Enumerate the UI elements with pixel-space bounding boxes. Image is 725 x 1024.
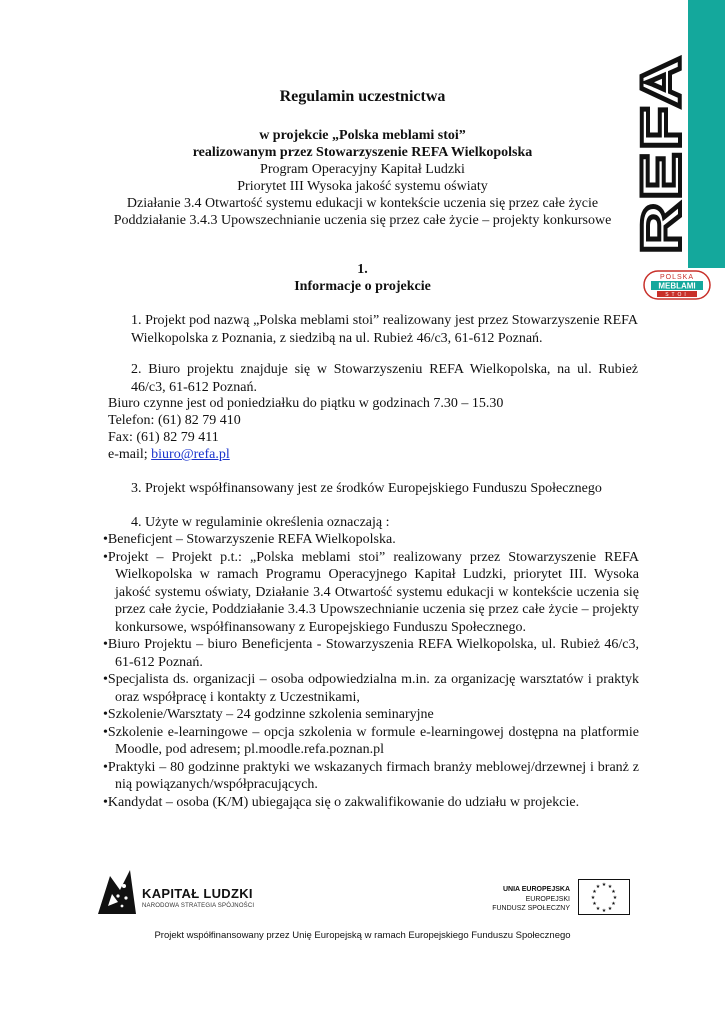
organizer-line: realizowanym przez Stowarzyszenie REFA Wielkopolska [192,145,533,160]
logo-line-meblami: MEBLAMI [658,281,696,291]
svg-text:★: ★ [592,901,597,907]
logo-line-stoi: STOI [665,292,689,298]
phone-number: Telefon: (61) 82 79 410 [108,413,241,428]
action-line: Działanie 3.4 Otwartość systemu edukacji w kontekście uczenia się przez całe życie [126,196,599,211]
svg-text:★: ★ [611,901,616,907]
svg-text:★: ★ [607,884,613,890]
brand-color-bar [688,0,725,268]
list-item: •Biuro Projektu – biuro Beneficjenta - Stowarzyszenia REFA Wielkopolska, ul. Rubież 46/c3, 61-612 Poznań. [103,637,639,670]
svg-text:★: ★ [595,906,601,912]
list-item: •Projekt – Projekt p.t.: „Polska meblami stoi” realizowany przez Stowarzyszenie REFA Wielkopolska w ramach Programu Operacyjnego Kapitał Ludzki, priorytet III. Wysoka jakość systemu oświaty, Działanie 3.4 Otwartość systemu edukacji w kontekście uczenia się przez całe życie, Poddziałanie 3.4.3 Upowszechnianie uczenia się przez całe życie – projekty konkursowe, współfinansowany z Europejskiego Funduszu Społecznego. [103,549,639,635]
refa-logo-text: REFA [629,96,692,254]
list-item: •Kandydat – osoba (K/M) ubiegająca się o zakwalifikowanie do udziału w projekcie. [103,794,580,810]
item-4: 4. Użyte w regulaminie określenia oznaczają : [131,515,390,530]
eu-flag-icon [578,879,630,915]
list-item: •Specjalista ds. organizacji – osoba odpowiedzialna m.in. za organizację warsztatów i praktyk oraz współpracę i kontakty z Uczestnikami, [103,672,639,705]
list-item: •Szkolenie/Warsztaty – 24 godzinne szkolenia seminaryjne [103,707,434,722]
svg-text:★: ★ [601,882,607,888]
svg-text:★: ★ [612,895,618,901]
ue-line-2: EUROPEJSKI [525,896,570,903]
page-title: Regulamin uczestnictwa [279,88,446,105]
svg-text:★: ★ [590,895,596,901]
list-item: •Beneficjent – Stowarzyszenie REFA Wielkopolska. [103,532,396,547]
email-link[interactable]: biuro@refa.pl [151,447,230,462]
program-line: Program Operacyjny Kapitał Ludzki [260,162,465,177]
section-title: Informacje o projekcie [294,279,431,294]
svg-text:★: ★ [601,908,607,914]
list-item: •Szkolenie e-learningowe – opcja szkolenia w formule e-learningowej dostępna na platformie Moodle, pod adresem; pl.moodle.refa.poznan.pl [103,724,639,757]
fax-number: Fax: (61) 82 79 411 [108,430,219,445]
section-number: 1. [357,262,368,277]
svg-text:★: ★ [611,889,616,895]
item-3: 3. Projekt współfinansowany jest ze środków Europejskiego Funduszu Społecznego [131,481,602,496]
svg-text:★: ★ [592,889,597,895]
svg-text:★: ★ [595,884,601,890]
logo-line-polska: POLSKA [659,274,695,281]
svg-text:★: ★ [607,906,613,912]
kapital-ludzki-subtitle: NARODOWA STRATEGIA SPÓJNOŚCI [142,903,255,909]
item-1 [131,312,638,347]
office-hours: Biuro czynne jest od poniedziałku do piątku w godzinach 7.30 – 15.30 [108,396,504,411]
email-line [108,446,648,464]
footer-note: Projekt współfinansowany przez Unię Europejską w ramach Europejskiego Funduszu Społecznego [154,930,571,941]
item-1-text: 1. Projekt pod nazwą „Polska meblami stoi” realizowany jest przez Stowarzyszenie REFA Wielkopolska z Poznania, z siedzibą na ul. Rubież 46/c3, 61-612 Poznań. [131,313,638,346]
subaction-line: Poddziałanie 3.4.3 Upowszechnianie uczenia się przez całe życie – projekty konkursowe [113,213,612,228]
email-label: e-mail; [108,447,152,462]
definitions-list [103,531,639,811]
ue-line-3: FUNDUSZ SPOŁECZNY [492,905,570,912]
item-2: 2. Biuro projektu znajduje się w Stowarzyszeniu REFA Wielkopolska, na ul. Rubież 46/c3, 61-612 Poznań. [131,362,638,395]
kapital-ludzki-emblem [96,868,138,916]
kapital-ludzki-title: KAPITAŁ LUDZKI [142,886,253,901]
priority-line: Priorytet III Wysoka jakość systemu oświaty [237,179,488,194]
ue-line-1: UNIA EUROPEJSKA [502,886,570,893]
list-item: •Praktyki – 80 godzinne praktyki we wskazanych firmach branży meblowej/drzewnej i branż z nią powiązanych/współpracujących. [103,759,639,792]
project-name-line: w projekcie „Polska meblami stoi” [259,128,466,143]
